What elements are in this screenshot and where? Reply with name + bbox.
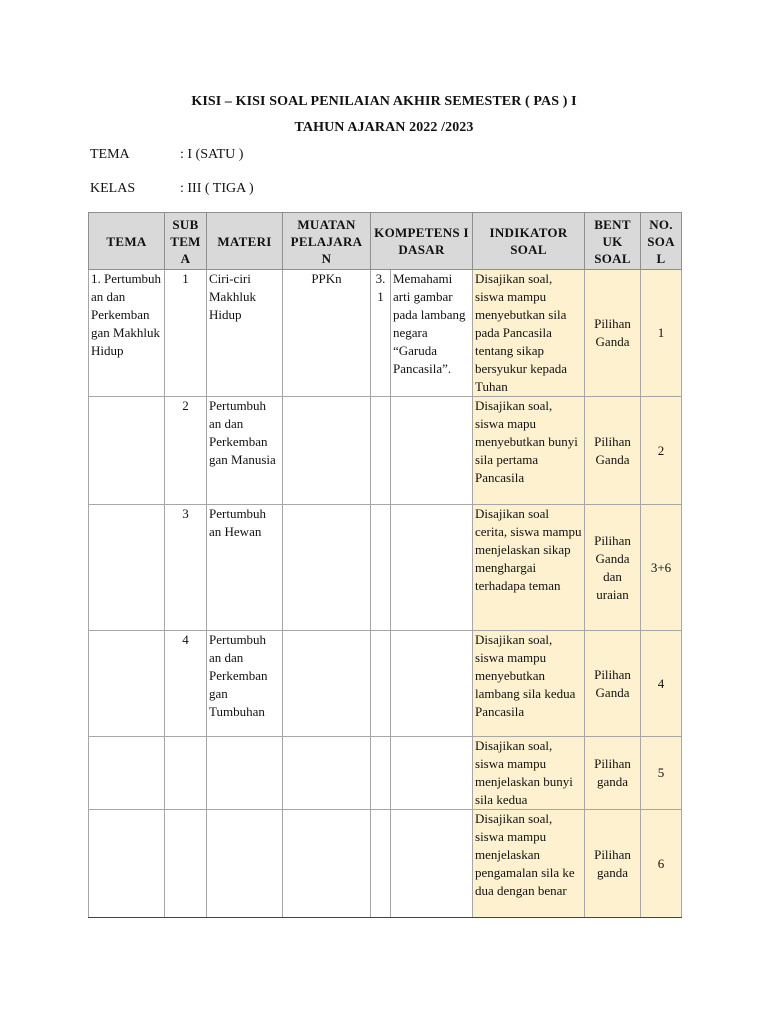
cell-no: 2 <box>641 397 682 505</box>
cell-no: 5 <box>641 737 682 810</box>
cell-kd-text: Memahami arti gambar pada lambang negara “Garuda Pancasila”. <box>391 270 473 397</box>
col-header-muatan: MUATAN PELAJARA N <box>283 213 371 270</box>
tema-value: : I (SATU ) <box>180 147 244 162</box>
cell-subtema: 3 <box>165 505 207 631</box>
cell-subtema <box>165 737 207 810</box>
cell-no: 6 <box>641 810 682 918</box>
cell-subtema: 2 <box>165 397 207 505</box>
col-header-materi: MATERI <box>207 213 283 270</box>
cell-muatan <box>283 397 371 505</box>
cell-tema <box>89 737 165 810</box>
table-row <box>89 737 682 810</box>
kelas-line <box>90 181 254 197</box>
cell-materi: Pertumbuh an dan Perkemban gan Tumbuhan <box>207 631 283 737</box>
cell-bentuk: Pilihan ganda <box>585 737 641 810</box>
cell-bentuk: Pilihan Ganda <box>585 631 641 737</box>
cell-subtema <box>165 810 207 918</box>
table-row <box>89 270 682 397</box>
cell-bentuk: Pilihan Ganda <box>585 270 641 397</box>
cell-materi: Pertumbuh an dan Perkemban gan Manusia <box>207 397 283 505</box>
cell-muatan <box>283 810 371 918</box>
cell-tema <box>89 810 165 918</box>
cell-materi <box>207 810 283 918</box>
document-subtitle: TAHUN AJARAN 2022 /2023 <box>294 120 474 135</box>
cell-no: 4 <box>641 631 682 737</box>
cell-kd-number <box>371 631 391 737</box>
tema-label: TEMA <box>90 147 130 162</box>
cell-materi: Pertumbuh an Hewan <box>207 505 283 631</box>
document-title: KISI – KISI SOAL PENILAIAN AKHIR SEMESTER ( PAS ) I <box>191 94 577 109</box>
cell-bentuk: Pilihan Ganda <box>585 397 641 505</box>
tema-line <box>90 147 243 163</box>
col-header-tema: TEMA <box>89 213 165 270</box>
kisi-table <box>88 212 682 918</box>
cell-muatan <box>283 505 371 631</box>
table-row <box>89 631 682 737</box>
kelas-value: : III ( TIGA ) <box>180 181 254 196</box>
cell-kd-number <box>371 737 391 810</box>
cell-indikator: Disajikan soal, siswa mampu menjelaskan pengamalan sila ke dua dengan benar <box>473 810 585 918</box>
cell-kd-number <box>371 505 391 631</box>
cell-kd-text <box>391 737 473 810</box>
col-header-subtema: SUB TEM A <box>165 213 207 270</box>
cell-tema <box>89 505 165 631</box>
table-row <box>89 397 682 505</box>
cell-indikator: Disajikan soal, siswa mapu menyebutkan bunyi sila pertama Pancasila <box>473 397 585 505</box>
cell-kd-number <box>371 397 391 505</box>
cell-muatan <box>283 737 371 810</box>
table-header-row <box>89 213 682 270</box>
cell-bentuk: Pilihan Ganda dan uraian <box>585 505 641 631</box>
cell-muatan: PPKn <box>283 270 371 397</box>
cell-bentuk: Pilihan ganda <box>585 810 641 918</box>
cell-kd-text <box>391 505 473 631</box>
cell-tema <box>89 397 165 505</box>
cell-indikator: Disajikan soal, siswa mampu menyebutkan sila pada Pancasila tentang sikap bersyukur kepada Tuhan <box>473 270 585 397</box>
cell-indikator: Disajikan soal, siswa mampu menyebutkan lambang sila kedua Pancasila <box>473 631 585 737</box>
cell-indikator: Disajikan soal, siswa mampu menjelaskan bunyi sila kedua <box>473 737 585 810</box>
table-row <box>89 505 682 631</box>
cell-no: 3+6 <box>641 505 682 631</box>
cell-muatan <box>283 631 371 737</box>
cell-indikator: Disajikan soal cerita, siswa mampu menjelaskan sikap menghargai terhadapa teman <box>473 505 585 631</box>
col-header-bentuk: BENT UK SOAL <box>585 213 641 270</box>
cell-materi <box>207 737 283 810</box>
cell-materi: Ciri-ciri Makhluk Hidup <box>207 270 283 397</box>
cell-subtema: 1 <box>165 270 207 397</box>
cell-kd-text <box>391 397 473 505</box>
cell-subtema: 4 <box>165 631 207 737</box>
cell-kd-number: 3. 1 <box>371 270 391 397</box>
cell-no: 1 <box>641 270 682 397</box>
table-row <box>89 810 682 918</box>
cell-tema <box>89 631 165 737</box>
col-header-kd: KOMPETENS I DASAR <box>371 213 473 270</box>
cell-kd-number <box>371 810 391 918</box>
cell-kd-text <box>391 810 473 918</box>
cell-tema: 1. Pertumbuh an dan Perkemban gan Makhluk Hidup <box>89 270 165 397</box>
kelas-label: KELAS <box>90 181 136 196</box>
col-header-no: NO. SOA L <box>641 213 682 270</box>
cell-kd-text <box>391 631 473 737</box>
col-header-indikator: INDIKATOR SOAL <box>473 213 585 270</box>
